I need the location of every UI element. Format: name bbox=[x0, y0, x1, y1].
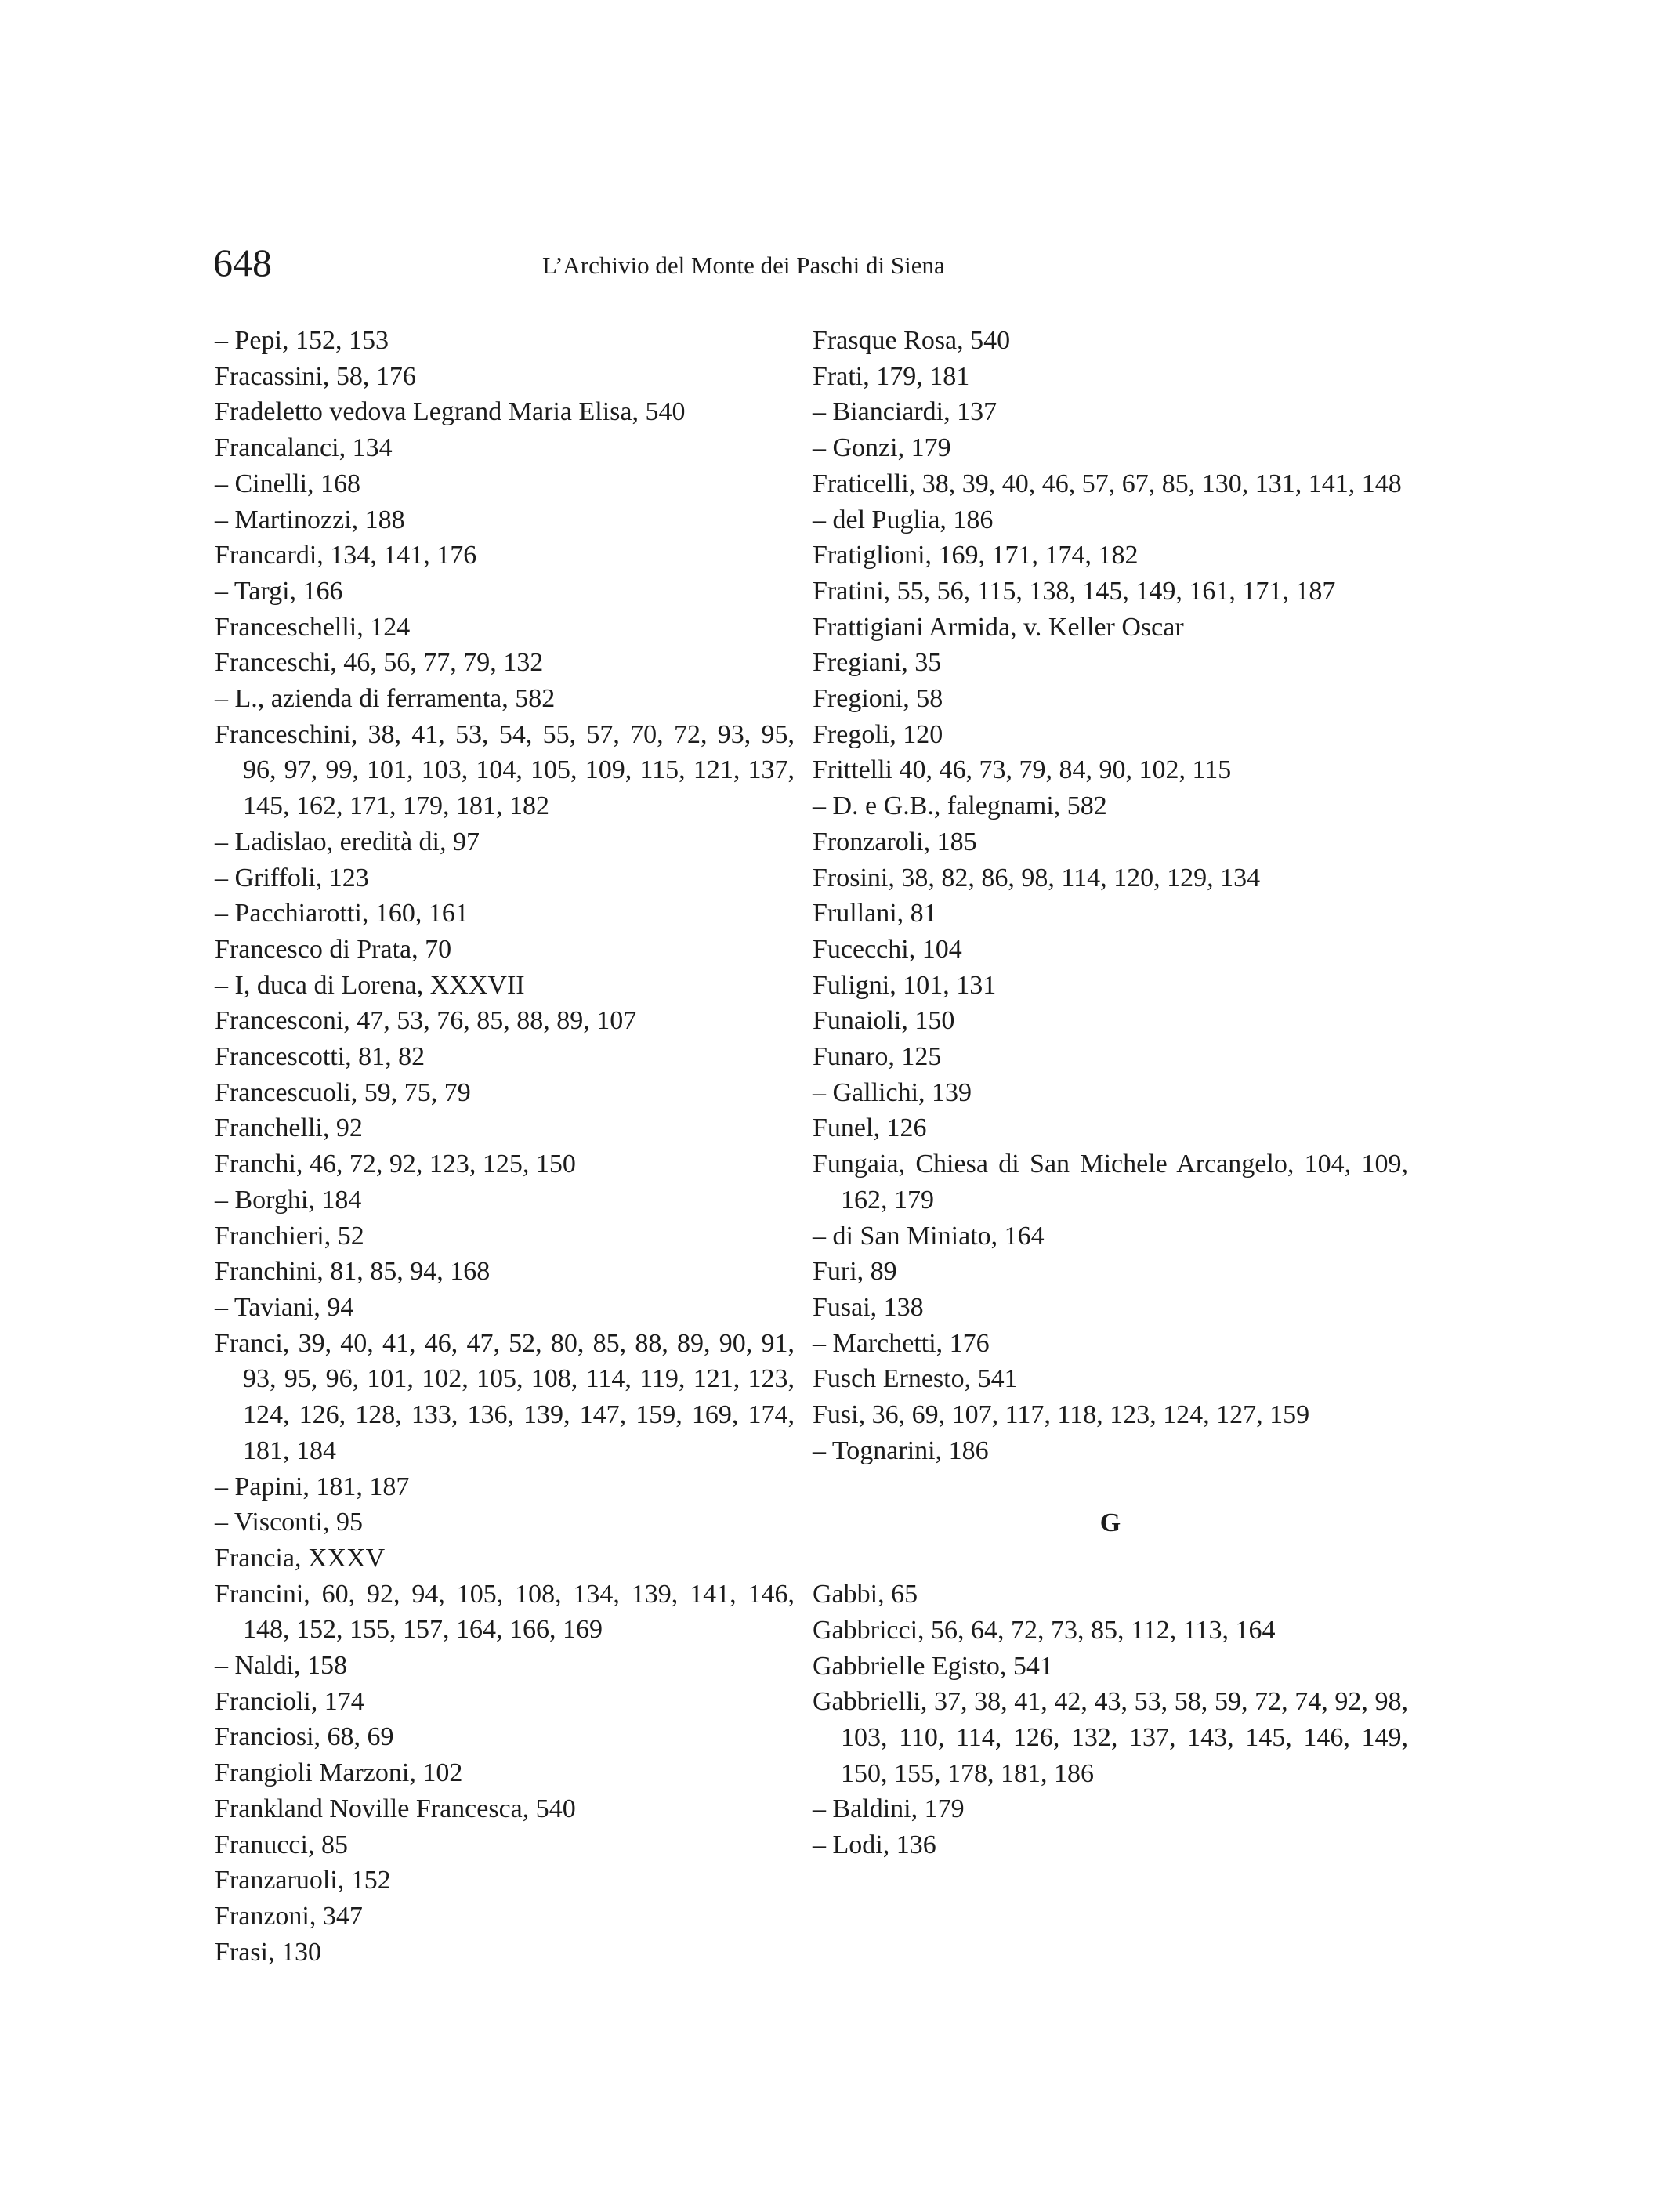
index-entry: – Ladislao, eredità di, 97 bbox=[215, 827, 480, 856]
index-entry: – Borghi, 184 bbox=[215, 1185, 362, 1215]
index-entry: – Cinelli, 168 bbox=[215, 469, 361, 498]
index-entry: Franceschi, 46, 56, 77, 79, 132 bbox=[215, 648, 544, 678]
index-entry: Fungaia, Chiesa di San Michele Arcangelo, 104, 109, 162, 179 bbox=[813, 1149, 1408, 1215]
index-entry: – Gallichi, 139 bbox=[813, 1077, 972, 1107]
index-entry: Francesconi, 47, 53, 76, 85, 88, 89, 107 bbox=[215, 1006, 637, 1036]
index-entry: Gabbricci, 56, 64, 72, 73, 85, 112, 113, 164 bbox=[813, 1615, 1276, 1645]
index-entry: Franchelli, 92 bbox=[215, 1113, 363, 1143]
index-entry: – Visconti, 95 bbox=[215, 1508, 364, 1537]
index-entry: Fregoli, 120 bbox=[813, 719, 943, 749]
index-entry: – di San Miniato, 164 bbox=[813, 1221, 1045, 1251]
index-entry: – del Puglia, 186 bbox=[813, 505, 994, 534]
index-entry: – Tognarini, 186 bbox=[813, 1436, 989, 1465]
index-entries-g bbox=[813, 1577, 1408, 1863]
index-entry: Francini, 60, 92, 94, 105, 108, 134, 139, 141, 146, 148, 152, 155, 157, 164, 166, 169 bbox=[215, 1579, 795, 1645]
index-entry: – Bianciardi, 137 bbox=[813, 397, 998, 427]
index-column-left bbox=[215, 323, 795, 1970]
index-entry: Franceschini, 38, 41, 53, 54, 55, 57, 70, 72, 93, 95, 96, 97, 99, 101, 103, 104, 105, 109, 115, 121, 137, 145, 162, 171, 179, 181, 182 bbox=[215, 719, 795, 821]
index-entry: Fregiani, 35 bbox=[813, 648, 942, 678]
index-entry: Frullani, 81 bbox=[813, 899, 937, 929]
index-entry: Fraticelli, 38, 39, 40, 46, 57, 67, 85, 130, 131, 141, 148 bbox=[813, 469, 1402, 498]
index-entry: – I, duca di Lorena, XXXVII bbox=[215, 970, 525, 1000]
index-entry: Frasi, 130 bbox=[215, 1937, 321, 1967]
index-entry: – Naldi, 158 bbox=[215, 1651, 348, 1681]
index-entry: Francescotti, 81, 82 bbox=[215, 1042, 425, 1072]
index-entry: Fradeletto vedova Legrand Maria Elisa, 540 bbox=[215, 397, 686, 427]
index-entry: – Griffoli, 123 bbox=[215, 863, 369, 892]
index-entry: Fronzaroli, 185 bbox=[813, 827, 977, 856]
index-entry: – Gonzi, 179 bbox=[813, 433, 951, 463]
index-entry: – Marchetti, 176 bbox=[813, 1328, 990, 1358]
index-entry: Franchieri, 52 bbox=[215, 1221, 364, 1251]
index-entry: Fratini, 55, 56, 115, 138, 145, 149, 161, 171, 187 bbox=[813, 576, 1336, 606]
index-entry: Gabbrielle Egisto, 541 bbox=[813, 1651, 1053, 1681]
index-entry: – Pepi, 152, 153 bbox=[215, 326, 389, 355]
index-entry: Frati, 179, 181 bbox=[813, 361, 970, 391]
index-entry: Franchini, 81, 85, 94, 168 bbox=[215, 1257, 491, 1287]
index-entries-f bbox=[813, 323, 1408, 1469]
index-entry: Francia, XXXV bbox=[215, 1543, 386, 1573]
index-entry: Franci, 39, 40, 41, 46, 47, 52, 80, 85, 88, 89, 90, 91, 93, 95, 96, 101, 102, 105, 108, 114, 119, 121, 123, 124, 126, 128, 133, 136, 139, 147, 159, 169, 174, 181, 184 bbox=[215, 1328, 795, 1465]
index-column-right bbox=[813, 323, 1408, 1863]
index-entry: – D. e G.B., falegnami, 582 bbox=[813, 791, 1107, 821]
index-entry: Funel, 126 bbox=[813, 1113, 927, 1143]
index-entry: Fusai, 138 bbox=[813, 1292, 924, 1322]
index-entry: Frittelli 40, 46, 73, 79, 84, 90, 102, 115 bbox=[813, 755, 1232, 785]
index-entry: – L., azienda di ferramenta, 582 bbox=[215, 684, 556, 714]
index-entry: – Pacchiarotti, 160, 161 bbox=[215, 899, 469, 929]
index-entry: Franucci, 85 bbox=[215, 1830, 348, 1859]
index-entry: Fratiglioni, 169, 171, 174, 182 bbox=[813, 541, 1139, 570]
index-entry: Frangioli Marzoni, 102 bbox=[215, 1758, 463, 1788]
index-entry: – Martinozzi, 188 bbox=[215, 505, 405, 534]
index-entry: Gabbi, 65 bbox=[813, 1580, 918, 1609]
index-entry: Francescuoli, 59, 75, 79 bbox=[215, 1077, 471, 1107]
page-header bbox=[213, 235, 1420, 290]
index-entry: Funaro, 125 bbox=[813, 1042, 942, 1072]
index-entry: Fusch Ernesto, 541 bbox=[813, 1364, 1018, 1394]
index-entry: Francioli, 174 bbox=[215, 1686, 364, 1716]
index-entry: Fuligni, 101, 131 bbox=[813, 970, 997, 1000]
index-entry: Furi, 89 bbox=[813, 1257, 897, 1287]
index-entry: Franzaruoli, 152 bbox=[215, 1866, 391, 1895]
section-letter-g: G bbox=[1099, 1508, 1121, 1537]
index-entry: Francesco di Prata, 70 bbox=[215, 934, 452, 964]
index-entry: – Taviani, 94 bbox=[215, 1292, 354, 1322]
index-entry: – Targi, 166 bbox=[215, 576, 343, 606]
index-entry: Francardi, 134, 141, 176 bbox=[215, 541, 477, 570]
index-entry: Fusi, 36, 69, 107, 117, 118, 123, 124, 127, 159 bbox=[813, 1400, 1310, 1430]
index-entry: Frasque Rosa, 540 bbox=[813, 326, 1011, 355]
index-entry: Franciosi, 68, 69 bbox=[215, 1722, 394, 1752]
index-entry: Frosini, 38, 82, 86, 98, 114, 120, 129, 134 bbox=[813, 863, 1261, 892]
index-entry: Francalanci, 134 bbox=[215, 433, 393, 463]
index-entry: Gabbrielli, 37, 38, 41, 42, 43, 53, 58, 59, 72, 74, 92, 98, 103, 110, 114, 126, 132, 137, 143, 145, 146, 149, 150, 155, 178, 181, 186 bbox=[813, 1687, 1408, 1788]
index-entry: Franzoni, 347 bbox=[215, 1901, 363, 1931]
index-entry: – Papini, 181, 187 bbox=[215, 1472, 410, 1501]
index-entry: Fregioni, 58 bbox=[813, 684, 943, 714]
index-entry: Funaioli, 150 bbox=[813, 1006, 955, 1036]
index-entry: Fucecchi, 104 bbox=[813, 934, 962, 964]
index-entry: Fracassini, 58, 176 bbox=[215, 361, 416, 391]
running-title: L’Archivio del Monte dei Paschi di Siena bbox=[542, 252, 945, 279]
page-number: 648 bbox=[213, 241, 272, 284]
index-entry: Frattigiani Armida, v. Keller Oscar bbox=[813, 612, 1184, 642]
index-entry: – Lodi, 136 bbox=[813, 1830, 936, 1860]
index-entry: Frankland Noville Francesca, 540 bbox=[215, 1794, 576, 1823]
index-entry: Franchi, 46, 72, 92, 123, 125, 150 bbox=[215, 1149, 576, 1179]
index-entry: Franceschelli, 124 bbox=[215, 612, 411, 642]
index-entry: – Baldini, 179 bbox=[813, 1794, 965, 1824]
